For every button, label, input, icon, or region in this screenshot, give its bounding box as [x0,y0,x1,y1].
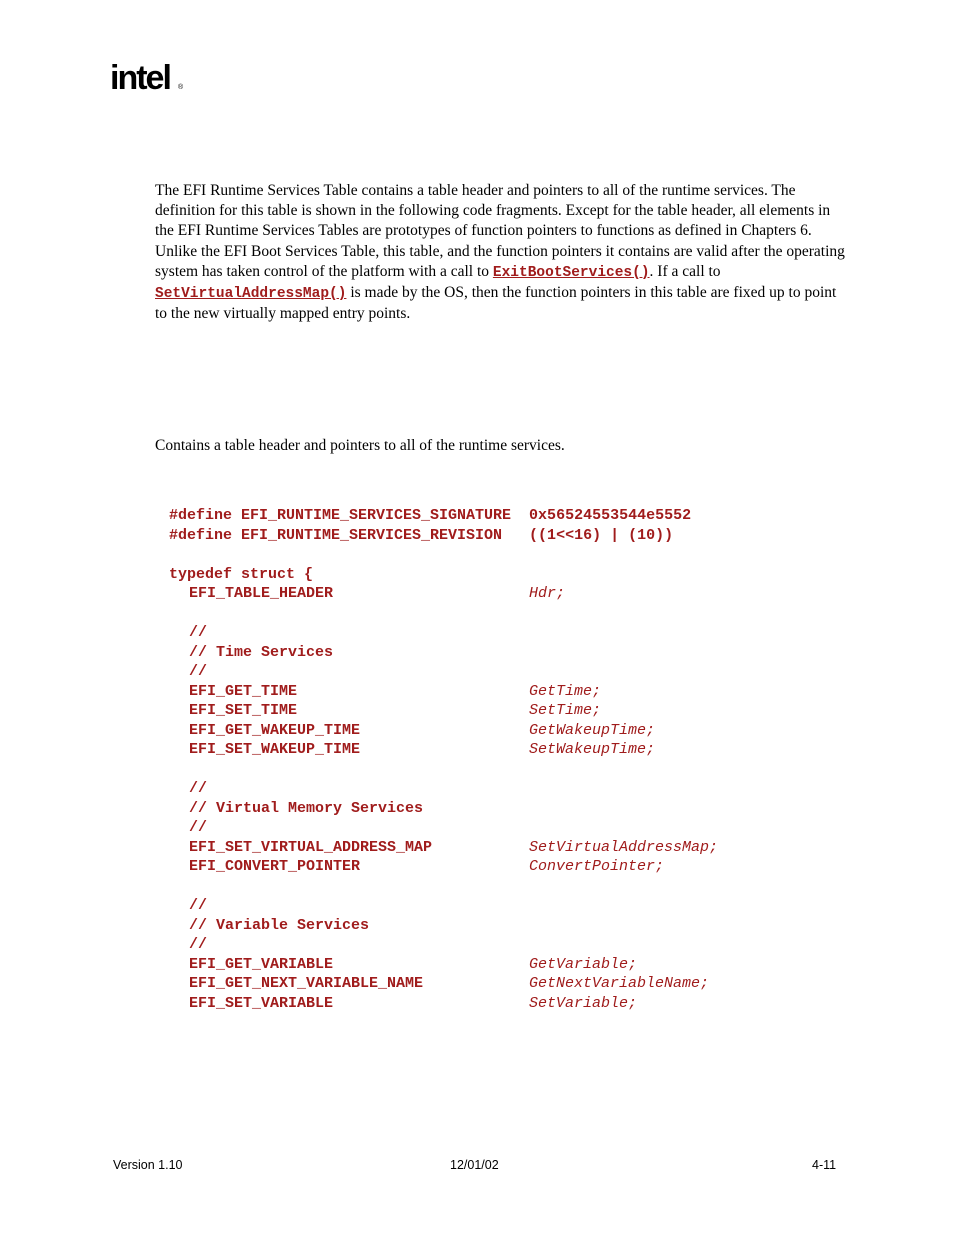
code-listing [169,506,869,1013]
field-type: EFI_SET_VARIABLE [189,994,334,1012]
code-define-revision: #define EFI_RUNTIME_SERVICES_REVISION ((1<<16) | (10)) [169,526,674,544]
logo-wordmark: intel [110,59,170,97]
code-field [169,974,869,994]
field-name: Hdr; [529,585,566,602]
field-type: EFI_CONVERT_POINTER [189,858,361,875]
code-comment [169,896,869,916]
comment-text: // Time Services [189,643,334,661]
footer-page-number: 4-11 [812,1158,837,1172]
intro-paragraph [155,181,845,324]
code-comment-virtual-memory [169,799,869,819]
code-comment [169,935,869,955]
code-field [169,838,869,858]
field-type: EFI_GET_VARIABLE [189,955,334,973]
code-field [169,955,869,975]
exit-boot-services-link[interactable]: ExitBootServices() [492,264,650,281]
code-comment [169,779,869,799]
comment-text: // Variable Services [189,916,370,934]
footer-version: Version 1.10 [113,1158,183,1172]
comment-text: // [189,663,208,680]
field-name: SetWakeupTime; [529,741,656,758]
code-blank [169,877,869,897]
summary-paragraph: Contains a table header and pointers to all of the runtime services. [155,437,565,454]
comment-text: // [189,624,208,641]
field-name: GetTime; [529,682,602,700]
code-blank [169,604,869,624]
field-type: EFI_TABLE_HEADER [189,585,334,602]
comment-text: // [189,936,208,953]
intro-text-1: The EFI Runtime Services Table contains a table header and pointers to all of the runtime services. The definition for this table is shown in the following code fragments. Except for the table header, all elements in the EFI Runtime Services Tables are prototypes of function pointers to functions as defined in Chapters 6. Unlike the EFI Boot Services Table, this table, and the function pointers it contains are valid after the operating system has taken control of the platform with a call to [155,182,845,280]
field-name: ConvertPointer; [529,858,665,875]
field-name: SetTime; [529,702,602,719]
set-virtual-address-map-link[interactable]: SetVirtualAddressMap() [155,286,347,303]
field-type: EFI_GET_TIME [189,682,298,700]
field-name: GetVariable; [529,955,638,973]
intro-text-2: . If a call to [649,262,721,280]
code-define-signature: #define EFI_RUNTIME_SERVICES_SIGNATURE 0x56524553544e5552 [169,507,692,524]
field-type: EFI_SET_TIME [189,702,298,719]
code-field-hdr [169,584,869,604]
code-comment-variable [169,916,869,936]
comment-text: // [189,897,208,914]
comment-text: // [189,819,208,836]
code-typedef: typedef struct { [169,565,314,583]
code-comment-time [169,643,869,663]
comment-text: // [189,780,208,797]
code-field [169,994,869,1014]
code-field [169,721,869,741]
code-blank [169,760,869,780]
code-field [169,682,869,702]
field-name: GetNextVariableName; [529,975,710,992]
code-field [169,857,869,877]
field-type: EFI_SET_WAKEUP_TIME [189,741,361,758]
field-name: GetWakeupTime; [529,721,656,739]
intro-text-3: is made by the OS, then the function pointers in this table are fixed up to point to the new virtually mapped entry points. [155,284,837,323]
comment-text: // Virtual Memory Services [189,799,424,817]
code-comment [169,662,869,682]
field-type: EFI_GET_WAKEUP_TIME [189,721,361,739]
field-name: SetVirtualAddressMap; [529,838,719,856]
field-type: EFI_SET_VIRTUAL_ADDRESS_MAP [189,838,433,856]
code-blank [169,545,869,565]
code-comment [169,818,869,838]
field-type: EFI_GET_NEXT_VARIABLE_NAME [189,975,424,992]
code-field [169,740,869,760]
code-comment [169,623,869,643]
footer-date: 12/01/02 [450,1158,499,1172]
registered-mark: ® [178,84,184,91]
code-field [169,701,869,721]
intel-logo [110,58,184,104]
field-name: SetVariable; [529,994,638,1012]
